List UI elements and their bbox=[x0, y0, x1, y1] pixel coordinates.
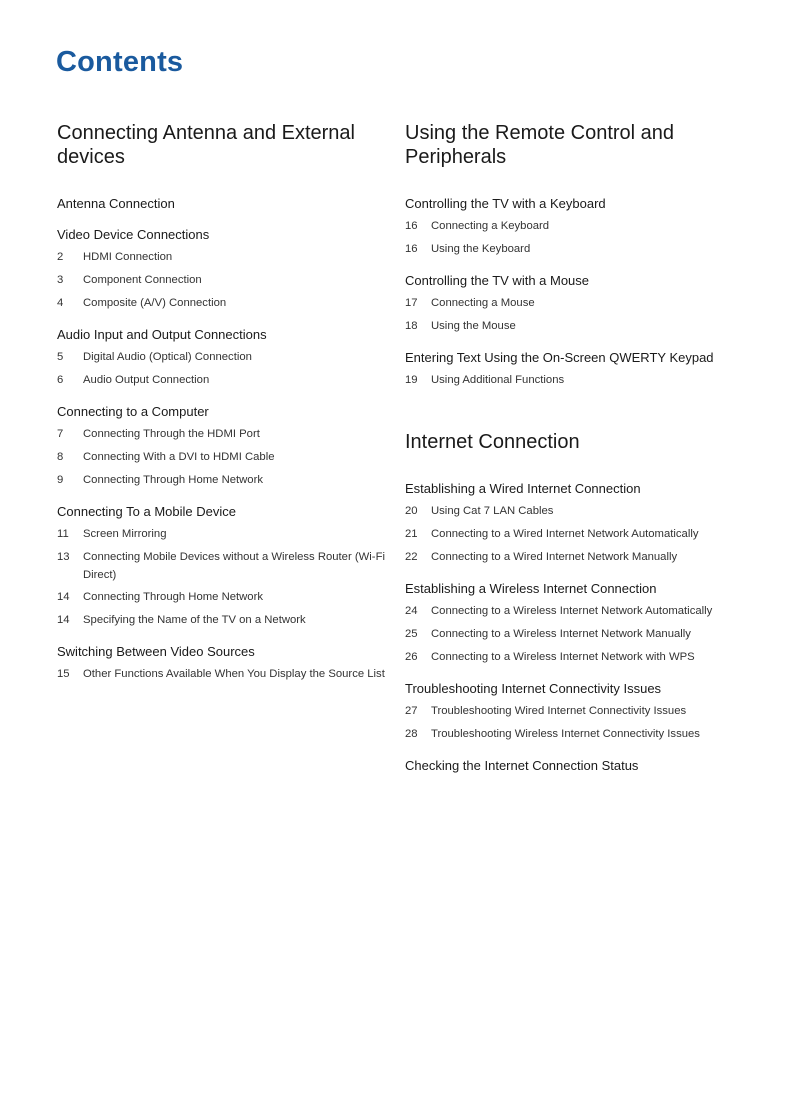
entry-label: Digital Audio (Optical) Connection bbox=[83, 351, 252, 363]
page-number: 28 bbox=[405, 728, 418, 740]
toc-entry[interactable] bbox=[57, 472, 392, 490]
page-number: 6 bbox=[57, 374, 64, 386]
entry-label: Other Functions Available When You Display the Source List bbox=[83, 668, 385, 680]
toc-entry[interactable] bbox=[57, 426, 392, 444]
toc-entry[interactable] bbox=[405, 549, 755, 567]
page-number: 3 bbox=[57, 274, 64, 286]
page-number: 9 bbox=[57, 474, 64, 486]
toc-entry[interactable] bbox=[57, 449, 392, 467]
toc-entry[interactable] bbox=[57, 526, 392, 544]
toc-entry[interactable] bbox=[405, 726, 755, 744]
page-number: 22 bbox=[405, 551, 418, 563]
page-number: 7 bbox=[57, 428, 64, 440]
toc-entry[interactable] bbox=[57, 372, 392, 390]
page-number: 16 bbox=[405, 243, 418, 255]
page-number: 20 bbox=[405, 505, 418, 517]
toc-entry[interactable] bbox=[405, 503, 755, 521]
toc-entry[interactable] bbox=[57, 549, 392, 584]
toc-entry[interactable] bbox=[405, 626, 755, 644]
entry-label: Screen Mirroring bbox=[83, 528, 167, 540]
toc-entry[interactable] bbox=[57, 272, 392, 290]
entry-label: Using Additional Functions bbox=[431, 374, 565, 386]
toc-section-link[interactable]: Troubleshooting Internet Connectivity Issues bbox=[405, 681, 662, 696]
page-number: 27 bbox=[405, 705, 418, 717]
entry-label: Connecting Through Home Network bbox=[83, 591, 264, 603]
entry-label: Using the Keyboard bbox=[431, 243, 531, 255]
entry-label: Connecting to a Wireless Internet Network Automatically bbox=[431, 605, 713, 617]
entry-label: Composite (A/V) Connection bbox=[83, 297, 227, 309]
page-number: 2 bbox=[57, 251, 64, 263]
toc-entry[interactable] bbox=[57, 589, 392, 607]
toc-entry[interactable] bbox=[405, 603, 755, 621]
entry-label: Connecting a Keyboard bbox=[431, 220, 550, 232]
entry-label: Using Cat 7 LAN Cables bbox=[431, 505, 554, 517]
toc-section-link[interactable]: Connecting To a Mobile Device bbox=[57, 504, 236, 519]
chapter-heading: Connecting Antenna and External devices bbox=[57, 122, 355, 168]
entry-label: Connecting Through Home Network bbox=[83, 474, 264, 486]
entry-label: Connecting to a Wired Internet Network Manually bbox=[431, 551, 678, 563]
toc-section-link[interactable]: Antenna Connection bbox=[57, 196, 175, 211]
toc-section-link[interactable]: Establishing a Wired Internet Connection bbox=[405, 481, 641, 496]
toc-entry[interactable] bbox=[405, 218, 755, 236]
page-number: 24 bbox=[405, 605, 418, 617]
toc-section-link[interactable]: Entering Text Using the On-Screen QWERTY Keypad bbox=[405, 350, 714, 365]
toc-section-link[interactable]: Checking the Internet Connection Status bbox=[405, 758, 639, 773]
toc-section-link[interactable]: Video Device Connections bbox=[57, 227, 210, 242]
toc-entry[interactable] bbox=[405, 241, 755, 259]
toc-entry[interactable] bbox=[57, 666, 392, 684]
entry-label: Connecting a Mouse bbox=[431, 297, 535, 309]
toc-entry[interactable] bbox=[405, 295, 755, 313]
entry-label: Specifying the Name of the TV on a Network bbox=[83, 614, 306, 626]
entry-label: Connecting With a DVI to HDMI Cable bbox=[83, 451, 275, 463]
toc-section-link[interactable]: Controlling the TV with a Mouse bbox=[405, 273, 590, 288]
entry-label: Connecting to a Wireless Internet Network with WPS bbox=[431, 651, 695, 663]
chapter-heading: Using the Remote Control and Peripherals bbox=[405, 122, 675, 168]
toc-section-link[interactable]: Connecting to a Computer bbox=[57, 404, 209, 419]
toc-entry[interactable] bbox=[405, 372, 755, 390]
page-number: 25 bbox=[405, 628, 418, 640]
page-number: 8 bbox=[57, 451, 64, 463]
toc-entry[interactable] bbox=[57, 295, 392, 313]
page-number: 19 bbox=[405, 374, 418, 386]
page-number: 13 bbox=[57, 551, 70, 563]
toc-entry[interactable] bbox=[405, 649, 755, 667]
toc-entry[interactable] bbox=[405, 526, 755, 544]
page-number: 26 bbox=[405, 651, 418, 663]
toc-section-link[interactable]: Controlling the TV with a Keyboard bbox=[405, 196, 606, 211]
entry-label: Using the Mouse bbox=[431, 320, 516, 332]
entry-label: Component Connection bbox=[83, 274, 202, 286]
entry-label: Audio Output Connection bbox=[83, 374, 210, 386]
page-number: 16 bbox=[405, 220, 418, 232]
page-number: 21 bbox=[405, 528, 418, 540]
page-number: 14 bbox=[57, 614, 70, 626]
entry-label: Troubleshooting Wireless Internet Connectivity Issues bbox=[431, 728, 700, 740]
toc-section-link[interactable]: Audio Input and Output Connections bbox=[57, 327, 267, 342]
chapter-heading: Internet Connection bbox=[405, 431, 580, 453]
toc-entry[interactable] bbox=[57, 249, 392, 267]
page-number: 4 bbox=[57, 297, 64, 309]
toc-entry[interactable] bbox=[405, 318, 755, 336]
toc-entry[interactable] bbox=[57, 349, 392, 367]
entry-label: Connecting to a Wireless Internet Network Manually bbox=[431, 628, 691, 640]
page-title: Contents bbox=[56, 46, 184, 78]
entry-label: HDMI Connection bbox=[83, 251, 173, 263]
page-number: 17 bbox=[405, 297, 418, 309]
page-number: 14 bbox=[57, 591, 70, 603]
page-number: 18 bbox=[405, 320, 418, 332]
entry-label: Troubleshooting Wired Internet Connectivity Issues bbox=[431, 705, 687, 717]
page-number: 15 bbox=[57, 668, 70, 680]
entry-label: Connecting to a Wired Internet Network Automatically bbox=[431, 528, 699, 540]
toc-entry[interactable] bbox=[405, 703, 755, 721]
page-number: 11 bbox=[57, 528, 69, 540]
toc-section-link[interactable]: Establishing a Wireless Internet Connection bbox=[405, 581, 657, 596]
toc-section-link[interactable]: Switching Between Video Sources bbox=[57, 644, 255, 659]
entry-label: Connecting Through the HDMI Port bbox=[83, 428, 260, 440]
entry-label: Connecting Mobile Devices without a Wireless Router (Wi-Fi Direct) bbox=[83, 551, 385, 581]
toc-entry[interactable] bbox=[57, 612, 392, 630]
page-number: 5 bbox=[57, 351, 64, 363]
